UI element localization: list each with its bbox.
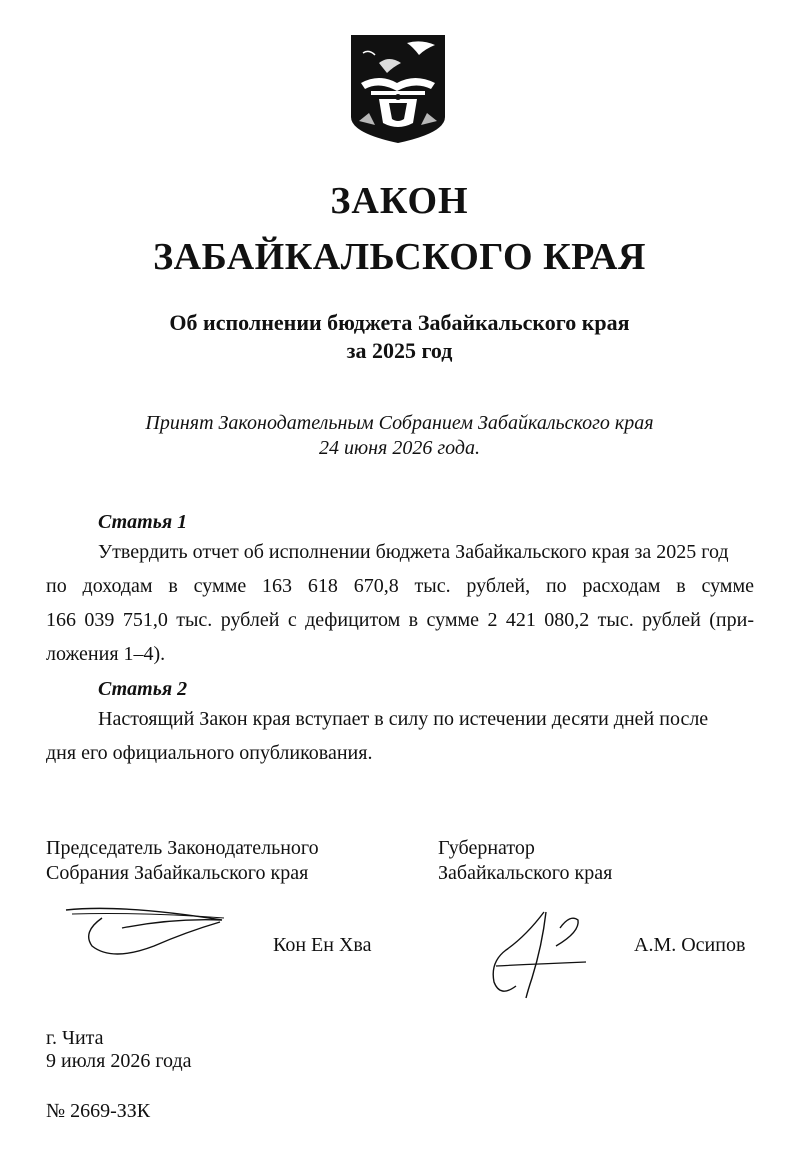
coat-of-arms-icon <box>349 33 447 145</box>
governor-position-line2: Забайкальского края <box>438 862 613 884</box>
law-number: № 2669-ЗЗК <box>46 1100 151 1122</box>
governor-signature-icon <box>486 906 596 1000</box>
law-region-title: ЗАБАЙКАЛЬСКОГО КРАЯ <box>153 236 646 278</box>
city: г. Чита <box>46 1027 104 1049</box>
article1-text-line: ложения 1–4). <box>46 643 166 665</box>
chairman-position-line2: Собрания Забайкальского края <box>46 862 309 884</box>
article1-title: Статья 1 <box>98 511 188 533</box>
article2-text-line: Настоящий Закон края вступает в силу по истечении десяти дней после <box>98 708 709 730</box>
governor-name: А.М. Осипов <box>634 934 746 956</box>
chairman-position-line1: Председатель Законодательного <box>46 837 319 859</box>
article1-text-line: 166 039 751,0 тыс. рублей с дефицитом в сумме 2 421 080,2 тыс. рублей (при- <box>46 609 754 631</box>
article2-text-line: дня его официального опубликования. <box>46 742 373 764</box>
adopted-by-line: Принят Законодательным Собранием Забайкальского края <box>145 412 654 434</box>
article1-text-line: Утвердить отчет об исполнении бюджета Забайкальского края за 2025 год <box>98 541 729 563</box>
article1-text-line: по доходам в сумме 163 618 670,8 тыс. рублей, по расходам в сумме <box>46 575 754 597</box>
article2-title: Статья 2 <box>98 678 188 700</box>
chairman-signature-icon <box>62 902 230 966</box>
governor-position-line1: Губернатор <box>438 837 535 859</box>
chairman-name: Кон Ен Хва <box>273 934 372 956</box>
adopted-date-line: 24 июня 2026 года. <box>319 437 480 459</box>
signing-date: 9 июля 2026 года <box>46 1050 192 1072</box>
law-subject-line2: за 2025 год <box>346 338 453 363</box>
law-title: ЗАКОН <box>330 180 469 222</box>
law-subject-line1: Об исполнении бюджета Забайкальского края <box>169 310 630 335</box>
